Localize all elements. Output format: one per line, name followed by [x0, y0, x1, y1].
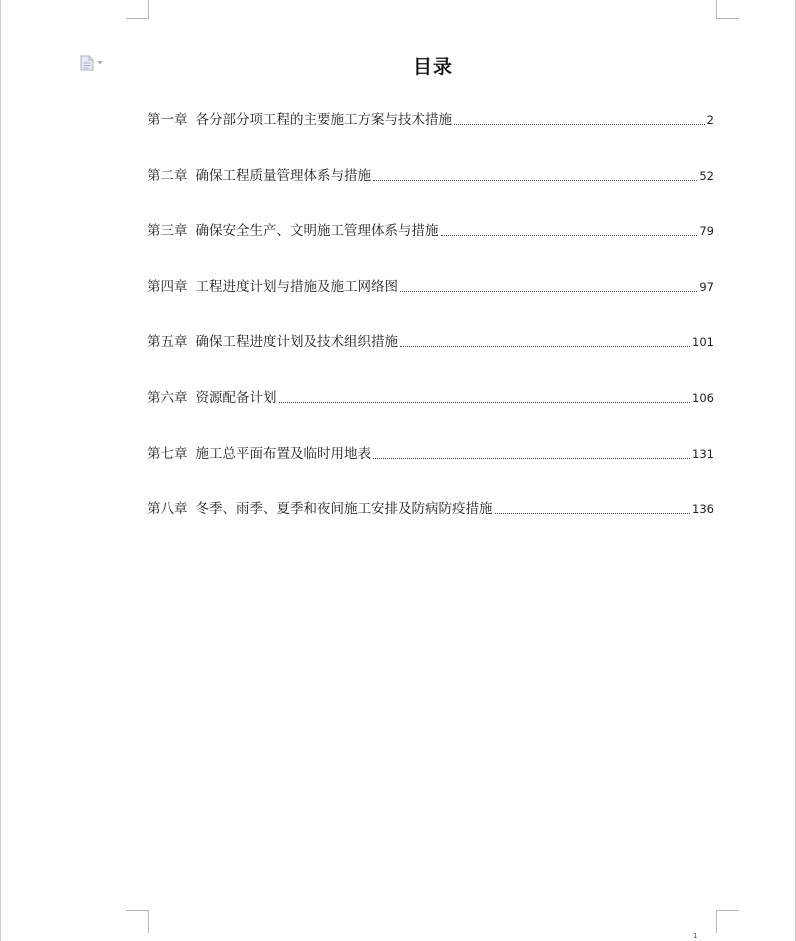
toc-entry-text: 确保工程进度计划及技术组织措施 — [195, 334, 398, 351]
toc-entry-chapter-3[interactable] — [147, 220, 714, 242]
toc-dot-leader — [441, 234, 698, 236]
toc-dot-leader — [400, 290, 697, 292]
toc-dot-leader — [454, 123, 705, 125]
toc-dot-leader — [400, 345, 690, 347]
toc-entry-chapter-6[interactable] — [147, 387, 714, 409]
toc-chapter-label: 第一章 — [147, 112, 188, 128]
toc-chapter-label: 第五章 — [147, 334, 188, 351]
toc-page-number: 2 — [706, 113, 714, 127]
toc-entry-chapter-4[interactable] — [147, 276, 714, 298]
page-edge-left — [0, 0, 1, 941]
toc-entry-text: 冬季、雨季、夏季和夜间施工安排及防病防疫措施 — [195, 501, 493, 518]
toc-entry-chapter-7[interactable] — [147, 443, 714, 465]
toc-page-number: 131 — [692, 446, 714, 461]
toc-entry-text: 资源配备计划 — [195, 389, 277, 406]
margin-corner-bottom-right — [716, 910, 739, 933]
toc-chapter-label: 第八章 — [147, 501, 188, 518]
toc-entry-chapter-5[interactable] — [147, 331, 714, 353]
margin-corner-top-left — [126, 0, 149, 19]
toc-entry-text: 确保工程质量管理体系与措施 — [195, 167, 371, 184]
toc-dot-leader — [373, 179, 697, 181]
toc-chapter-label: 第二章 — [147, 167, 188, 184]
toc-page-number: 136 — [692, 502, 714, 517]
toc-page-number: 106 — [692, 390, 714, 405]
toc-dot-leader — [373, 457, 690, 459]
toc-page-number: 52 — [699, 168, 714, 183]
toc-page-number: 97 — [699, 279, 714, 294]
toc-dot-leader — [495, 512, 691, 514]
toc-entry-text: 各分部分项工程的主要施工方案与技术措施 — [195, 112, 452, 128]
toc-chapter-label: 第三章 — [147, 223, 188, 240]
page-footer-number: 1 — [693, 932, 698, 940]
toc-entry-chapter-8[interactable] — [147, 498, 714, 520]
toc-entry-text: 工程进度计划与措施及施工网络图 — [195, 278, 398, 295]
toc-chapter-label: 第七章 — [147, 445, 188, 462]
toc-entry-chapter-1[interactable] — [147, 109, 714, 131]
toc-title: 目录 — [412, 56, 453, 78]
toc-list — [147, 109, 714, 554]
margin-corner-top-right — [716, 0, 739, 19]
toc-page-number: 79 — [699, 224, 714, 239]
toc-chapter-label: 第四章 — [147, 278, 188, 295]
toc-page-number: 101 — [692, 335, 714, 350]
toc-entry-text: 施工总平面布置及临时用地表 — [195, 445, 371, 462]
toc-dot-leader — [279, 401, 691, 403]
toc-entry-chapter-2[interactable] — [147, 165, 714, 187]
toc-chapter-label: 第六章 — [147, 389, 188, 406]
margin-corner-bottom-left — [126, 910, 149, 933]
toc-entry-text: 确保安全生产、文明施工管理体系与措施 — [195, 223, 439, 240]
